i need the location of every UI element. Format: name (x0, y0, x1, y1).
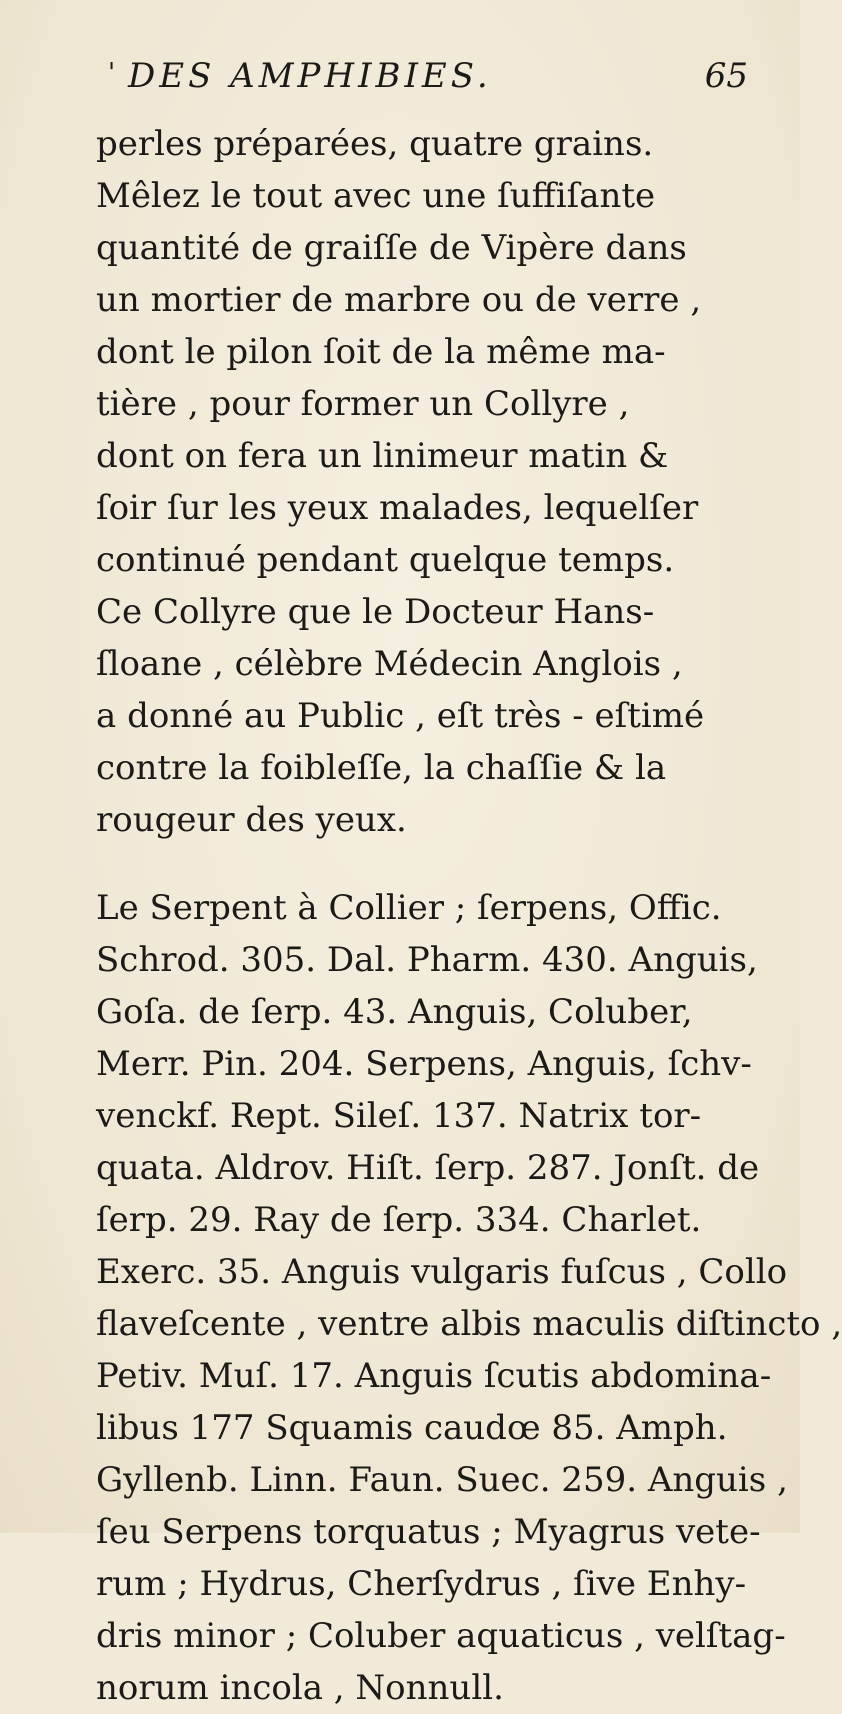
text-line: venckf. Rept. Sileſ. 137. Natrix tor- (96, 1096, 702, 1136)
text-line: tière , pour former un Collyre , (96, 384, 630, 424)
text-line: Ce Collyre que le Docteur Hans- (96, 592, 655, 632)
text-line: continué pendant quelque temps. (96, 540, 675, 580)
text-line: quata. Aldrov. Hiſt. ſerp. 287. Jonſt. de (96, 1148, 760, 1188)
text-line: Exerc. 35. Anguis vulgaris fuſcus , Collo (96, 1252, 788, 1292)
text-line: ſeu Serpens torquatus ; Myagrus vete- (96, 1512, 761, 1552)
text-line: contre la foibleſſe, la chaſſie & la (96, 748, 667, 788)
page-number: 65 (704, 56, 748, 96)
running-header (108, 56, 748, 106)
text-line: rougeur des yeux. (96, 800, 407, 840)
text-line: dont le pilon ſoit de la même ma- (96, 332, 666, 372)
text-line: Gyllenb. Linn. Faun. Suec. 259. Anguis , (96, 1460, 788, 1500)
text-line: dris minor ; Coluber aquaticus , velſtag- (96, 1616, 786, 1656)
text-line: Mêlez le tout avec une ſuffiſante (96, 176, 656, 216)
text-line: flaveſcente , ventre albis maculis diſtincto , (96, 1304, 842, 1344)
text-line: Merr. Pin. 204. Serpens, Anguis, ſchv- (96, 1044, 752, 1084)
text-line: libus 177 Squamis caudœ 85. Amph. (96, 1408, 728, 1448)
text-line: rum ; Hydrus, Cherſydrus , ſive Enhy- (96, 1564, 747, 1604)
header-mark: ' (108, 58, 120, 88)
text-line: ſloane , célèbre Médecin Anglois , (96, 644, 683, 684)
text-line: a donné au Public , eſt très - eſtimé (96, 696, 705, 736)
text-line: quantité de graiſſe de Vipère dans (96, 228, 687, 268)
text-line: norum incola , Nonnull. (96, 1668, 504, 1708)
text-line: Petiv. Muſ. 17. Anguis ſcutis abdomina- (96, 1356, 772, 1396)
text-line: un mortier de marbre ou de verre , (96, 280, 702, 320)
text-line: Schrod. 305. Dal. Pharm. 430. Anguis, (96, 940, 758, 980)
text-line: Goſa. de ſerp. 43. Anguis, Coluber, (96, 992, 693, 1032)
text-line: ſoir ſur les yeux malades, lequelſer (96, 488, 699, 528)
text-line: ſerp. 29. Ray de ſerp. 334. Charlet. (96, 1200, 702, 1240)
text-line: perles préparées, quatre grains. (96, 124, 654, 164)
text-line: Le Serpent à Collier ; ſerpens, Offic. (96, 888, 722, 928)
text-line: dont on fera un linimeur matin & (96, 436, 669, 476)
header-title: DES AMPHIBIES. (128, 56, 492, 96)
page-body (96, 118, 842, 1714)
